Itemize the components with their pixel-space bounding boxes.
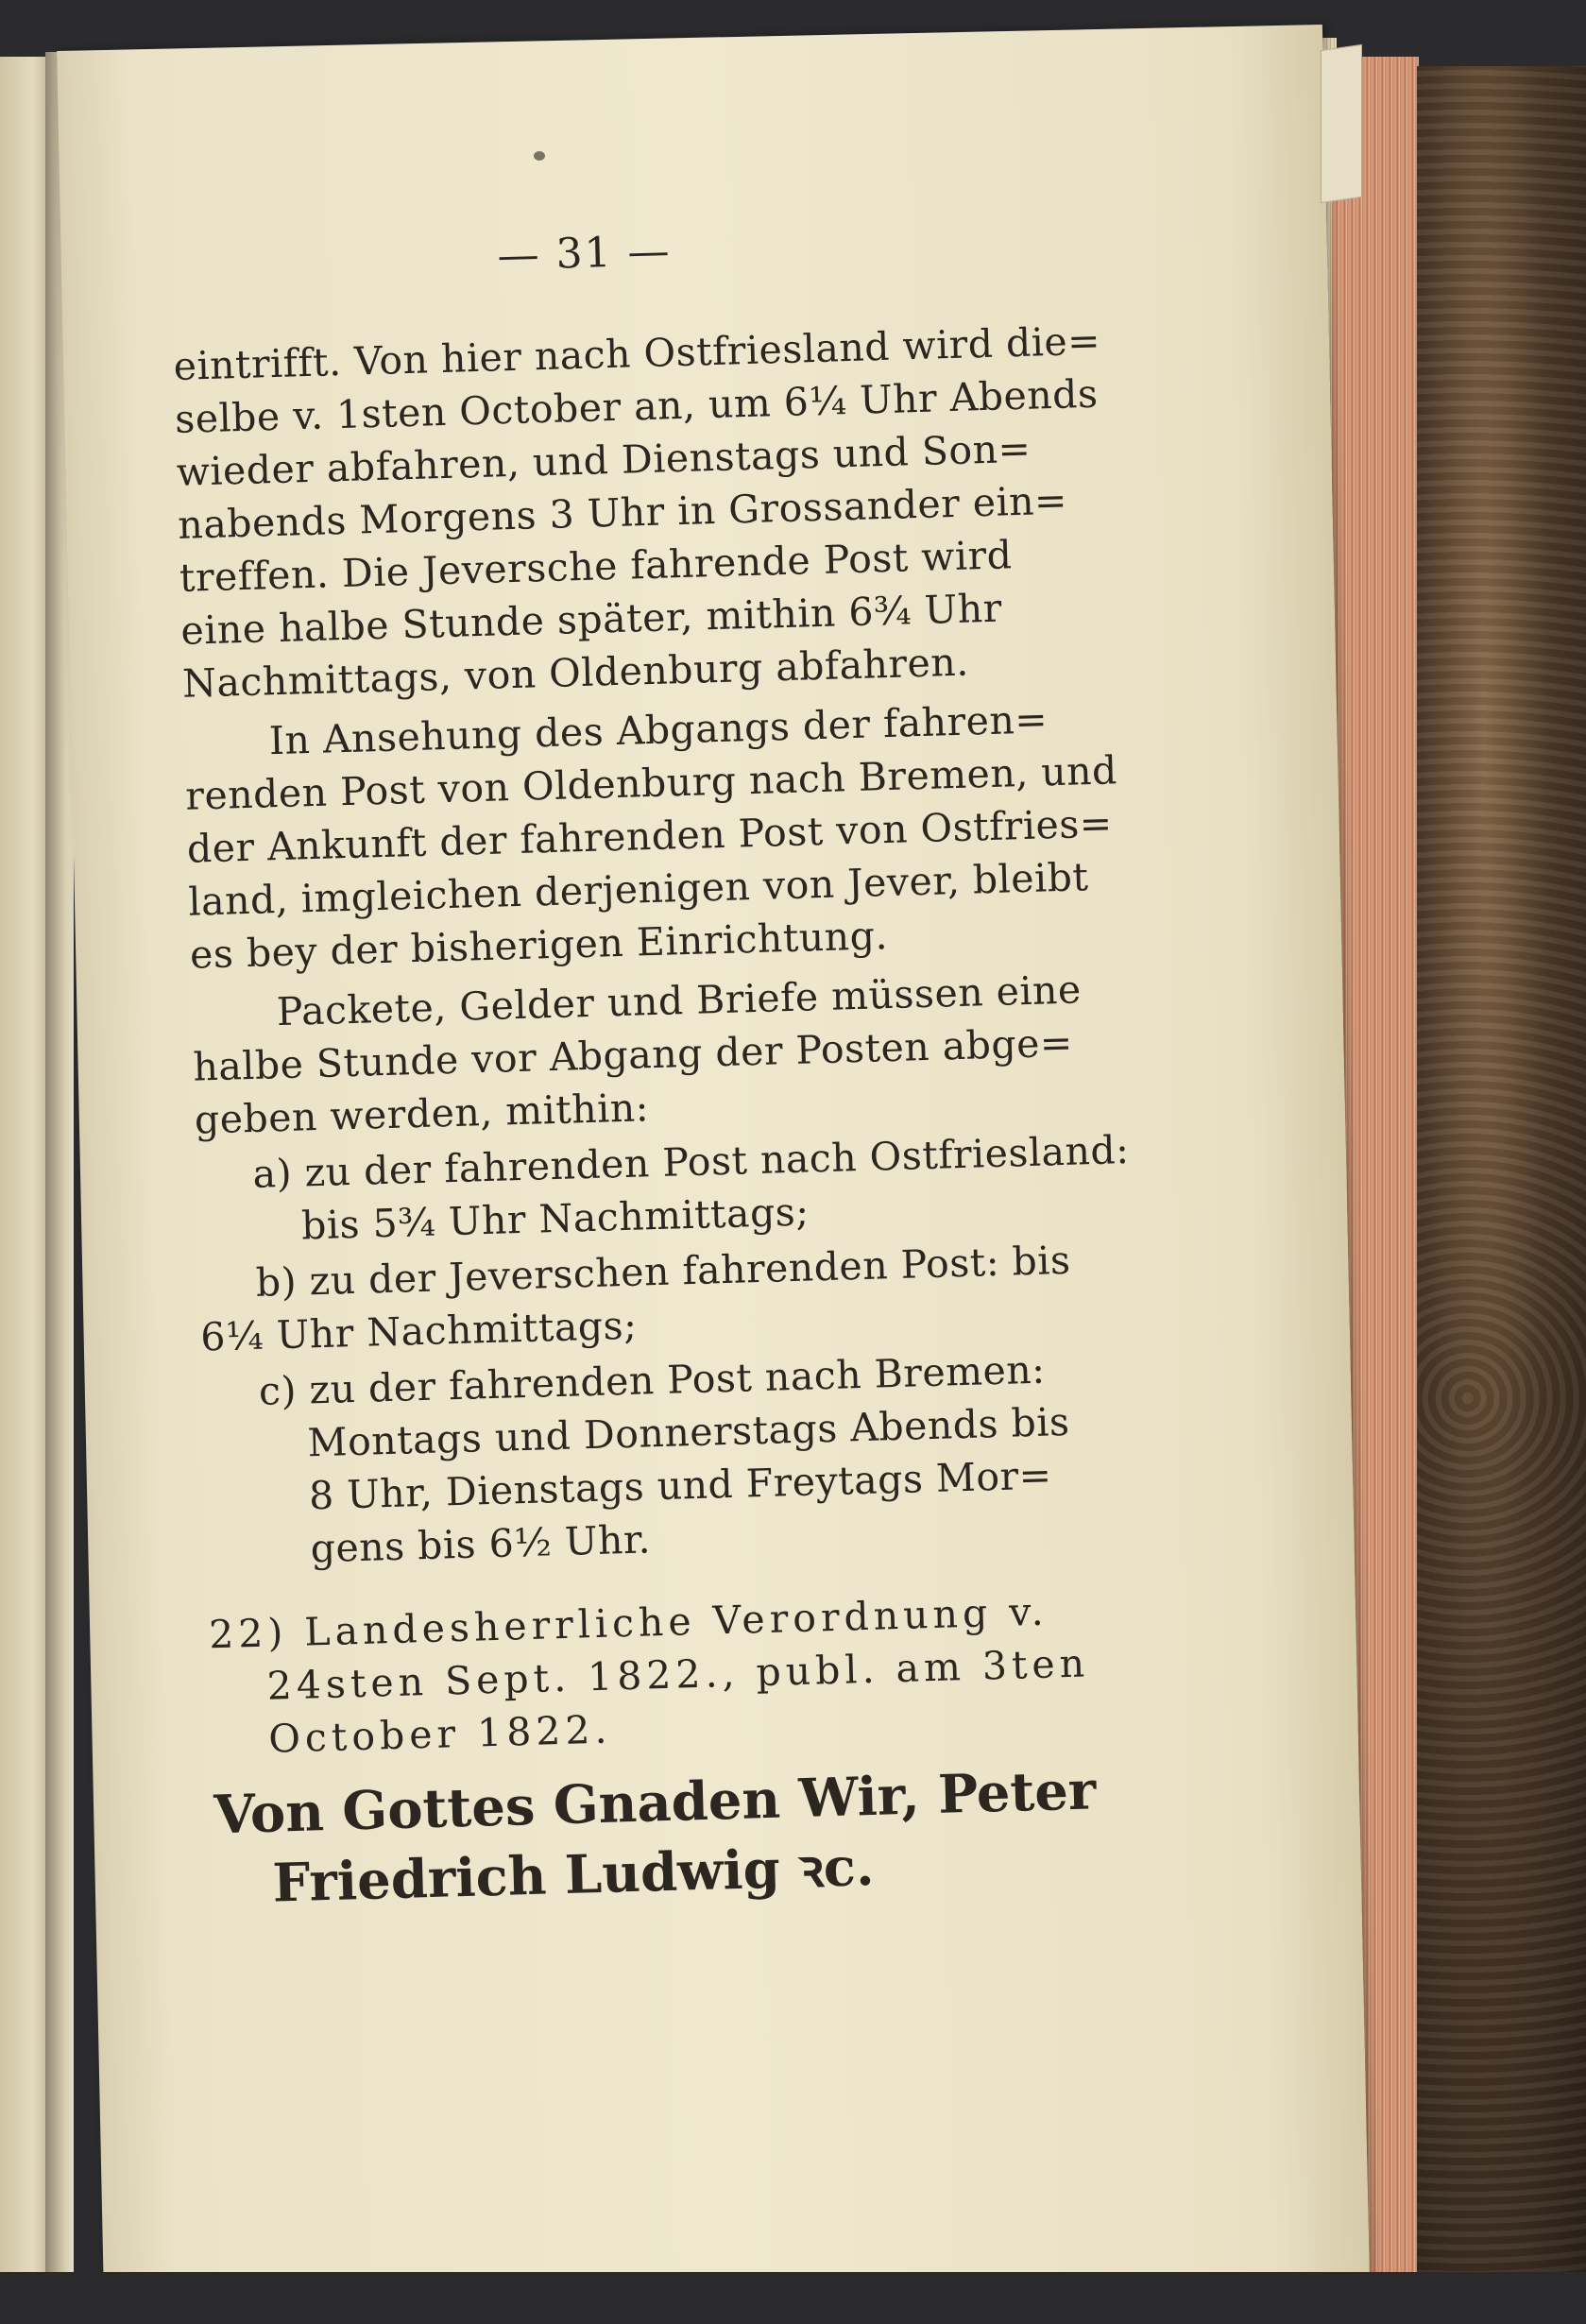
text-line: eintrifft. Von hier nach Ostfriesland wird die= (173, 317, 1101, 389)
decree-heading: Von Gottes Gnaden Wir, Peter (213, 1759, 1098, 1847)
ordinance-title: 24sten Sept. 1822., publ. am 3ten (266, 1640, 1090, 1709)
text-line: In Ansehung des Abgangs der fahren= (268, 696, 1049, 764)
page-number: — 31 — (496, 227, 673, 281)
ordinance-title: 22) Landesherrliche Verordnung v. (208, 1588, 1049, 1658)
list-item: bis 5¾ Uhr Nachmittags; (300, 1188, 810, 1249)
bottom-shadow (0, 2272, 1586, 2324)
list-item: 6¼ Uhr Nachmittags; (199, 1302, 639, 1360)
text-line: treffen. Die Jeversche fahrende Post wird (179, 532, 1013, 601)
text-line: Nachmittags, von Oldenburg abfahren. (181, 639, 970, 707)
paper-tab (1321, 44, 1362, 203)
text-line: eine halbe Stunde später, mithin 6¾ Uhr (179, 585, 1003, 654)
ink-spot (534, 151, 545, 161)
text-line: selbe v. 1sten October an, um 6¼ Uhr Abends (174, 370, 1100, 442)
list-item: Montags und Donnerstags Abends bis (306, 1398, 1071, 1466)
ordinance-title: October 1822. (267, 1706, 613, 1762)
list-item: a) zu der fahrenden Post nach Ostfriesland: (251, 1127, 1131, 1197)
text-line: der Ankunft der fahrenden Post von Ostfries= (186, 800, 1114, 872)
list-item: gens bis 6½ Uhr. (310, 1516, 652, 1572)
list-item: 8 Uhr, Dienstags und Freytags Mor= (308, 1452, 1053, 1519)
decree-heading: Friedrich Ludwig ꝛc. (271, 1835, 876, 1915)
text-line: geben werden, mithin: (194, 1085, 650, 1143)
text-line: wieder abfahren, und Dienstags und Son= (176, 425, 1032, 495)
text-line: Packete, Gelder und Briefe müssen eine (276, 966, 1083, 1035)
list-item: c) zu der fahrenden Post nach Bremen: (258, 1346, 1047, 1414)
text-line: renden Post von Oldenburg nach Bremen, und (184, 747, 1118, 819)
text-line: halbe Stunde vor Abgang der Posten abge= (192, 1019, 1074, 1090)
list-item: b) zu der Jeverschen fahrenden Post: bis (255, 1237, 1072, 1306)
marbled-cover (1417, 66, 1586, 2286)
text-line: nabends Morgens 3 Uhr in Grossander ein= (177, 477, 1068, 548)
text-line: es bey der bisherigen Einrichtung. (189, 913, 889, 978)
text-line: land, imgleichen derjenigen von Jever, bleibt (187, 854, 1089, 925)
